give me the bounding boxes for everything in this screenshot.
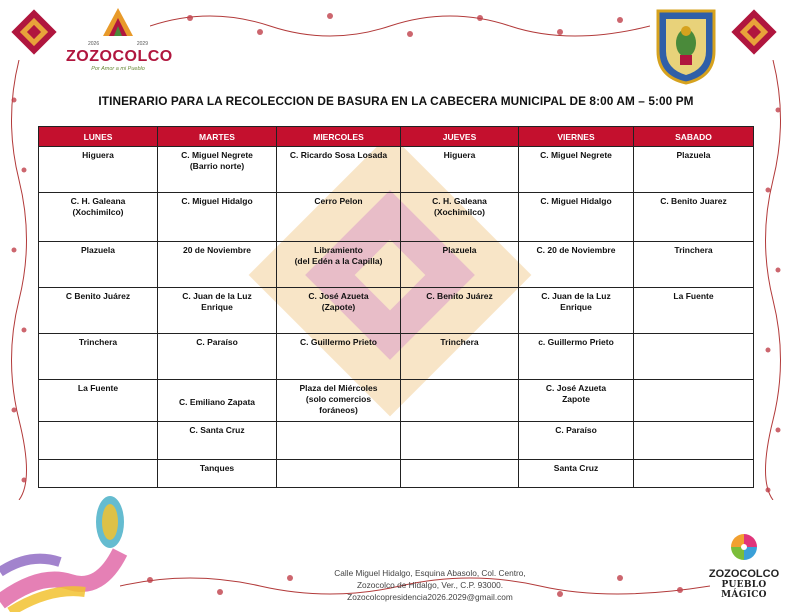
logo-year-start: 2026 (88, 41, 100, 47)
logo-name: ZOZOCOLCO (66, 48, 173, 65)
table-cell: C. Miguel Hidalgo (158, 193, 277, 242)
day-header-lunes: LUNES (39, 127, 158, 147)
table-cell: Trinchera (39, 334, 158, 380)
table-cell: C. Emiliano Zapata (158, 380, 277, 422)
table-header-row (39, 127, 754, 147)
table-cell: C. Paraíso (519, 422, 634, 460)
table-cell: C. Juan de la Luz Enrique (158, 288, 277, 334)
table-cell (634, 460, 754, 488)
table-cell (634, 422, 754, 460)
logo-slogan: Por Amor a mi Pueblo (91, 66, 145, 72)
day-header-sabado: SABADO (634, 127, 754, 147)
footer-address-line1: Calle Miguel Hidalgo, Esquina Abasolo, Col. Centro, (334, 568, 526, 578)
table-cell: Libramiento (del Edén a la Capilla) (277, 242, 401, 288)
logo-years (88, 41, 148, 47)
table-cell: La Fuente (634, 288, 754, 334)
table-cell: C. 20 de Noviembre (519, 242, 634, 288)
footer-address (300, 567, 560, 603)
table-row (39, 380, 754, 422)
table-cell (401, 422, 519, 460)
table-row (39, 460, 754, 488)
table-cell: C. Paraíso (158, 334, 277, 380)
table-cell: Higuera (401, 147, 519, 193)
table-cell: C. Benito Juárez (401, 288, 519, 334)
table-cell: C. Ricardo Sosa Losada (277, 147, 401, 193)
table-cell (634, 334, 754, 380)
table-row (39, 193, 754, 242)
table-cell (401, 460, 519, 488)
pinwheel-logo-icon (729, 532, 759, 562)
municipal-logo (66, 6, 173, 80)
table-cell: Trinchera (634, 242, 754, 288)
table-cell: Plazuela (634, 147, 754, 193)
table-row (39, 242, 754, 288)
table-cell: Santa Cruz (519, 460, 634, 488)
table-cell: Plazuela (401, 242, 519, 288)
brand-tagline: PUEBLO MÁGICO (721, 580, 767, 600)
table-cell: C. Guillermo Prieto (277, 334, 401, 380)
table-cell: C Benito Juárez (39, 288, 158, 334)
municipal-coat-of-arms-icon (654, 7, 718, 85)
diamond-motif-icon (728, 6, 780, 58)
table-cell: Tanques (158, 460, 277, 488)
floral-vine-right (758, 60, 788, 500)
table-cell (39, 422, 158, 460)
table-cell: C. Benito Juarez (634, 193, 754, 242)
logo-year-end: 2029 (136, 41, 148, 47)
table-cell (39, 460, 158, 488)
table-row (39, 334, 754, 380)
table-cell: C. José Azueta Zapote (519, 380, 634, 422)
day-header-jueves: JUEVES (401, 127, 519, 147)
collection-schedule-table (38, 126, 754, 488)
table-cell (634, 380, 754, 422)
table-cell: Plaza del Miércoles (solo comercios foráneos) (277, 380, 401, 422)
pyramid-crest-icon (95, 6, 141, 36)
table-cell: C. H. Galeana (Xochimilco) (401, 193, 519, 242)
table-cell: Trinchera (401, 334, 519, 380)
table-row (39, 288, 754, 334)
diamond-motif-icon (8, 6, 60, 58)
table-cell (277, 422, 401, 460)
day-header-viernes: VIERNES (519, 127, 634, 147)
table-cell: C. Miguel Negrete (519, 147, 634, 193)
table-cell: Plazuela (39, 242, 158, 288)
table-cell (277, 460, 401, 488)
table-cell: c. Guillermo Prieto (519, 334, 634, 380)
floral-vine-left (4, 60, 34, 500)
table-cell: C. Miguel Negrete (Barrio norte) (158, 147, 277, 193)
table-cell: C. Miguel Hidalgo (519, 193, 634, 242)
page-title: ITINERARIO PARA LA RECOLECCION DE BASURA EN LA CABECERA MUNICIPAL DE 8:00 AM – 5:00 PM (98, 94, 694, 108)
table-cell (401, 380, 519, 422)
table-row (39, 147, 754, 193)
table-cell: Cerro Pelon (277, 193, 401, 242)
table-cell: 20 de Noviembre (158, 242, 277, 288)
day-header-miercoles: MIERCOLES (277, 127, 401, 147)
table-cell: C. Juan de la Luz Enrique (519, 288, 634, 334)
table-cell: La Fuente (39, 380, 158, 422)
table-cell: C. Santa Cruz (158, 422, 277, 460)
pueblo-magico-brand (700, 532, 788, 602)
table-row (39, 422, 754, 460)
brand-name: ZOZOCOLCO (708, 568, 780, 580)
table-cell: Higuera (39, 147, 158, 193)
table-cell: C. H. Galeana (Xochimilco) (39, 193, 158, 242)
day-header-martes: MARTES (158, 127, 277, 147)
ribbon-mascot-illustration (0, 492, 150, 612)
table-cell: C. José Azueta (Zapote) (277, 288, 401, 334)
footer-address-line2: Zozocolco de Hidalgo, Ver., C.P. 93000. (356, 580, 504, 590)
footer-email: Zozocolcopresidencia2026.2029@gmail.com (347, 592, 513, 602)
